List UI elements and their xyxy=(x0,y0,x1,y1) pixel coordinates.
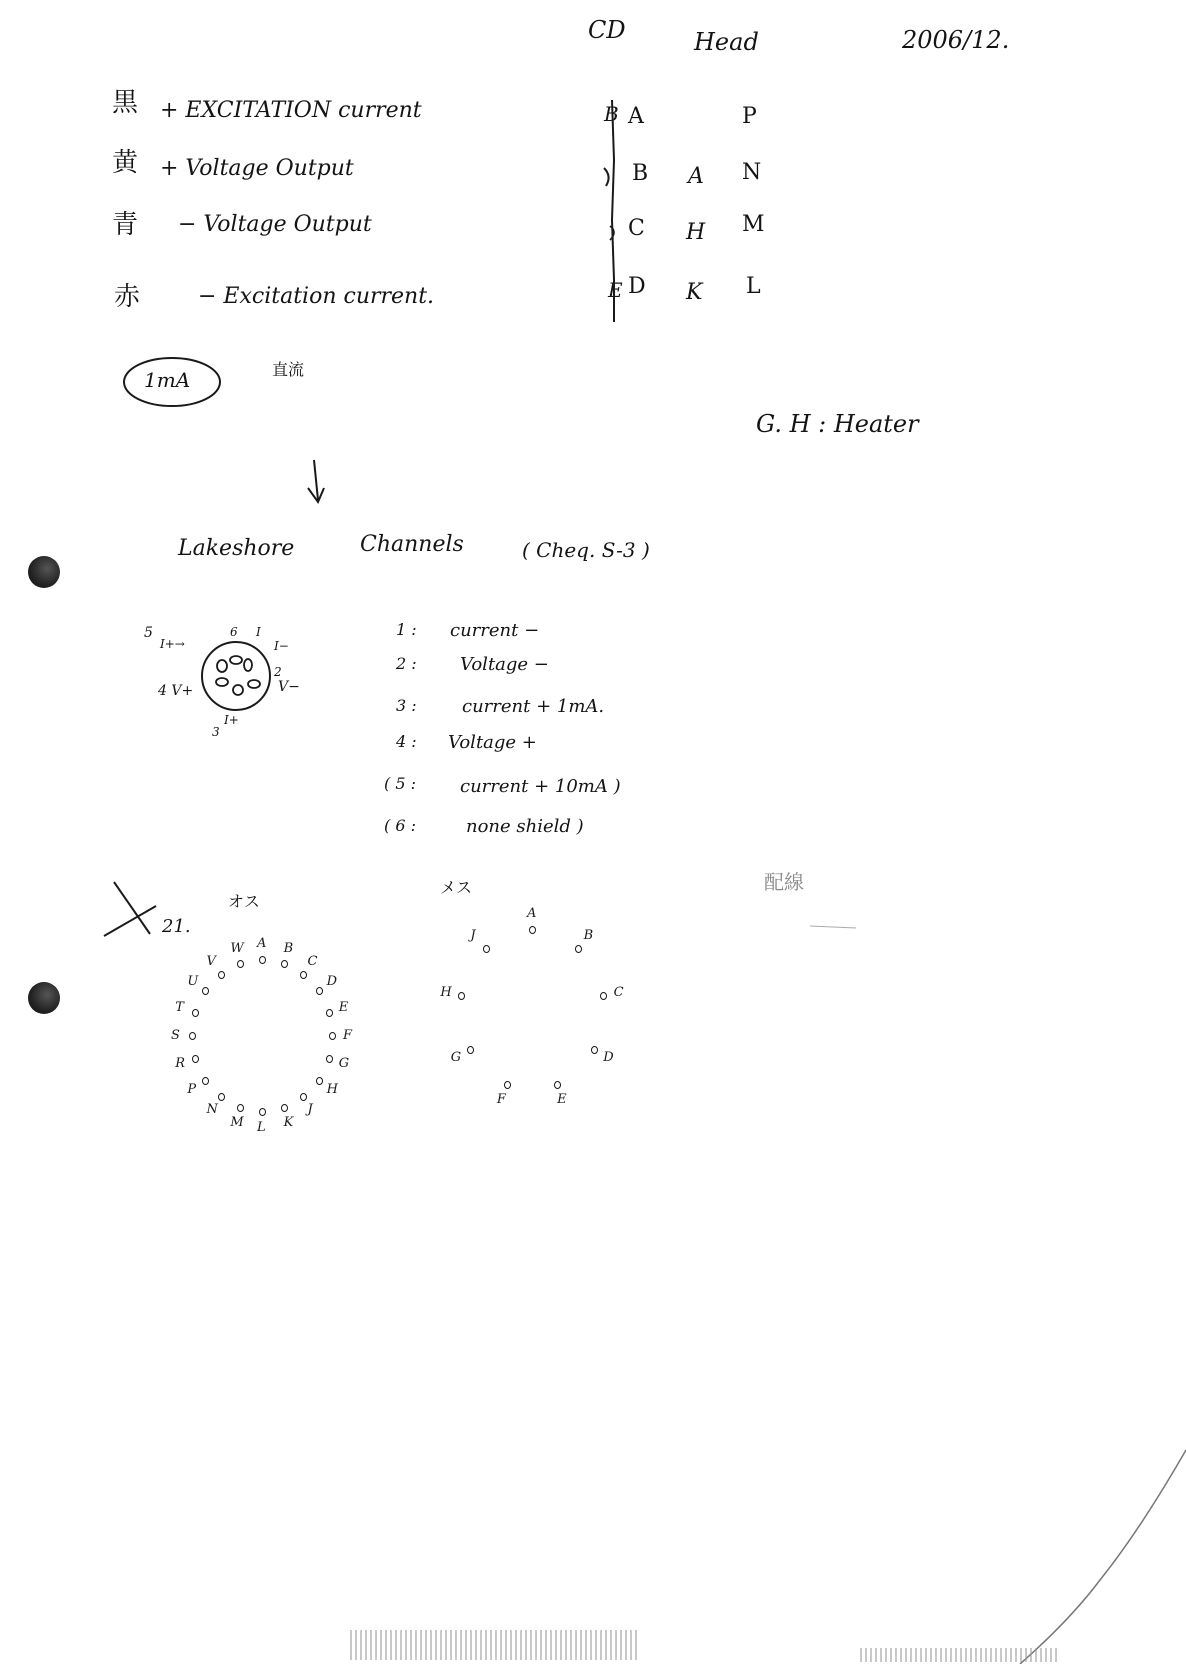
pin-col3-row2: N xyxy=(742,160,762,185)
channel-6-text: none shield ) xyxy=(466,816,584,837)
scan-artifact-bottom-right xyxy=(860,1648,1060,1662)
conn-label-vplus: 4 V+ xyxy=(158,683,194,699)
lakeshore-channels: Channels xyxy=(360,532,464,557)
pin-hole xyxy=(281,1104,288,1112)
pin-col2-row4: K xyxy=(686,280,703,305)
right-connector-tag: メス xyxy=(440,878,473,897)
pin-hole xyxy=(300,1093,307,1101)
pin-label: N xyxy=(206,1102,218,1118)
pin-hole xyxy=(326,1055,333,1063)
pin-hole xyxy=(237,1104,244,1112)
channel-2-text: Voltage − xyxy=(460,654,549,675)
pin-label: B xyxy=(283,940,294,956)
pin-label: C xyxy=(613,985,624,1001)
pin-hole xyxy=(237,960,244,968)
conn-label-6: 6 xyxy=(230,625,238,639)
pin-col1-row2: B xyxy=(632,161,649,186)
conn-label-2: 2 xyxy=(274,665,282,679)
punch-hole-upper xyxy=(28,556,60,588)
pin-hole xyxy=(259,1108,266,1116)
down-arrow-icon xyxy=(314,460,318,500)
wire-color-yellow: 黄 xyxy=(112,148,139,178)
wire-desc-excitation-plus: + EXCITATION current xyxy=(160,98,422,123)
channel-1-num: 1 : xyxy=(396,620,417,639)
wire-color-black: 黒 xyxy=(112,88,139,118)
pin-label: K xyxy=(283,1115,294,1131)
current-value-circled: 1mA xyxy=(144,368,191,392)
faint-kanji-note: 配線 xyxy=(764,870,804,894)
pin-label: E xyxy=(557,1092,567,1108)
pin-label: B xyxy=(583,928,594,944)
pin-col2-row3: H xyxy=(686,220,706,245)
count-21: 21. xyxy=(162,916,191,937)
lakeshore-ref: ( Cheq. S-3 ) xyxy=(522,538,650,562)
pin-col1-prefix-row1: B xyxy=(604,102,619,126)
pin-label: F xyxy=(343,1028,353,1043)
pin-col3-row4: L xyxy=(746,274,761,299)
pin-label: M xyxy=(230,1115,244,1131)
channel-1-text: current − xyxy=(450,620,540,641)
pin-hole xyxy=(529,926,536,934)
wire-color-blue: 青 xyxy=(112,210,139,240)
pin-hole xyxy=(189,1032,196,1040)
pin-hole xyxy=(281,960,288,968)
pin-label: R xyxy=(175,1056,185,1072)
pin-hole xyxy=(316,987,323,995)
conn-label-3: 3 xyxy=(212,725,220,739)
pin-hole xyxy=(458,992,465,1000)
pin-label: E xyxy=(338,999,349,1015)
scan-edge-curve xyxy=(1020,1450,1186,1664)
conn-label-5: 5 xyxy=(144,625,153,641)
punch-hole-lower xyxy=(28,982,60,1014)
pin-col1-prefix-row4: E xyxy=(608,278,623,302)
wire-desc-excitation-minus: − Excitation current. xyxy=(198,284,435,309)
conn-label-iplus-bottom: I+ xyxy=(224,713,239,727)
header-date: 2006/12. xyxy=(902,26,1010,54)
pin-label: G xyxy=(338,1056,350,1072)
pin-col3-row1: P xyxy=(742,104,757,129)
channel-3-num: 3 : xyxy=(396,696,417,715)
pin-hole xyxy=(483,945,490,953)
channel-5-text: current + 10mA ) xyxy=(460,776,621,797)
header-cd-label: CD xyxy=(588,16,626,44)
pin-hole xyxy=(575,945,582,953)
pin-hole xyxy=(316,1077,323,1085)
pin-col1-row4: D xyxy=(628,274,646,299)
pin-label: L xyxy=(257,1120,266,1135)
pin-hole xyxy=(192,1009,199,1017)
pin-hole xyxy=(259,956,266,964)
pin-hole xyxy=(467,1046,474,1054)
pin-label: F xyxy=(496,1092,506,1108)
channel-5-num: ( 5 : xyxy=(384,774,416,793)
lakeshore-title: Lakeshore xyxy=(178,536,295,561)
pin-hole xyxy=(300,971,307,979)
channel-4-num: 4 : xyxy=(396,732,417,751)
pin-label: D xyxy=(326,973,337,989)
left-connector-tag: オス xyxy=(228,892,260,911)
wire-color-red: 赤 xyxy=(114,282,141,312)
pin-label: P xyxy=(187,1082,197,1098)
pin-hole xyxy=(202,1077,209,1085)
header-head-label: Head xyxy=(694,28,759,56)
cross-mark xyxy=(114,882,150,934)
conn-label-iplus-arrow: I+→ xyxy=(160,637,185,651)
pin-label: T xyxy=(175,999,184,1015)
pin-label: U xyxy=(187,973,199,989)
wire-desc-voltage-minus: − Voltage Output xyxy=(178,212,372,237)
pin-label: V xyxy=(206,953,216,969)
pin-label: C xyxy=(307,953,318,969)
conn-label-vminus: V− xyxy=(278,679,300,695)
pin-hole xyxy=(326,1009,333,1017)
pin-hole xyxy=(218,971,225,979)
pin-label: W xyxy=(230,940,244,956)
scan-artifact-bottom xyxy=(350,1630,640,1660)
pin-label: A xyxy=(257,936,267,951)
channel-3-text: current + 1mA. xyxy=(462,696,605,717)
pin-label: H xyxy=(440,985,452,1001)
pin-col1-row1: A xyxy=(628,104,644,129)
channel-6-num: ( 6 : xyxy=(384,816,416,835)
pin-label: S xyxy=(171,1028,180,1043)
channel-4-text: Voltage + xyxy=(448,732,537,753)
channel-2-num: 2 : xyxy=(396,654,417,673)
gh-heater-note: G. H : Heater xyxy=(756,410,919,438)
pin-hole xyxy=(218,1093,225,1101)
pin-hole xyxy=(600,992,607,1000)
pin-label: G xyxy=(450,1050,462,1065)
wire-desc-voltage-plus: + Voltage Output xyxy=(160,156,354,181)
pin-label: J xyxy=(470,928,476,944)
pin-label: H xyxy=(326,1082,338,1098)
pin-hole xyxy=(202,987,209,995)
pin-label: J xyxy=(307,1102,313,1118)
pin-col2-row2: A xyxy=(688,164,704,189)
pin-hole xyxy=(591,1046,598,1054)
conn-label-iminus: I− xyxy=(274,639,289,653)
conn-label-i-top: I xyxy=(256,625,261,639)
pin-hole xyxy=(329,1032,336,1040)
pin-col1-row3: C xyxy=(628,216,645,241)
pin-hole xyxy=(504,1081,511,1089)
pin-label: A xyxy=(527,906,537,921)
pin-label: D xyxy=(603,1050,614,1065)
current-type-kanji: 直流 xyxy=(272,360,305,379)
lakeshore-connector-outline xyxy=(202,642,270,710)
pin-col3-row3: M xyxy=(742,212,765,237)
pin-hole xyxy=(192,1055,199,1063)
pin-hole xyxy=(554,1081,561,1089)
